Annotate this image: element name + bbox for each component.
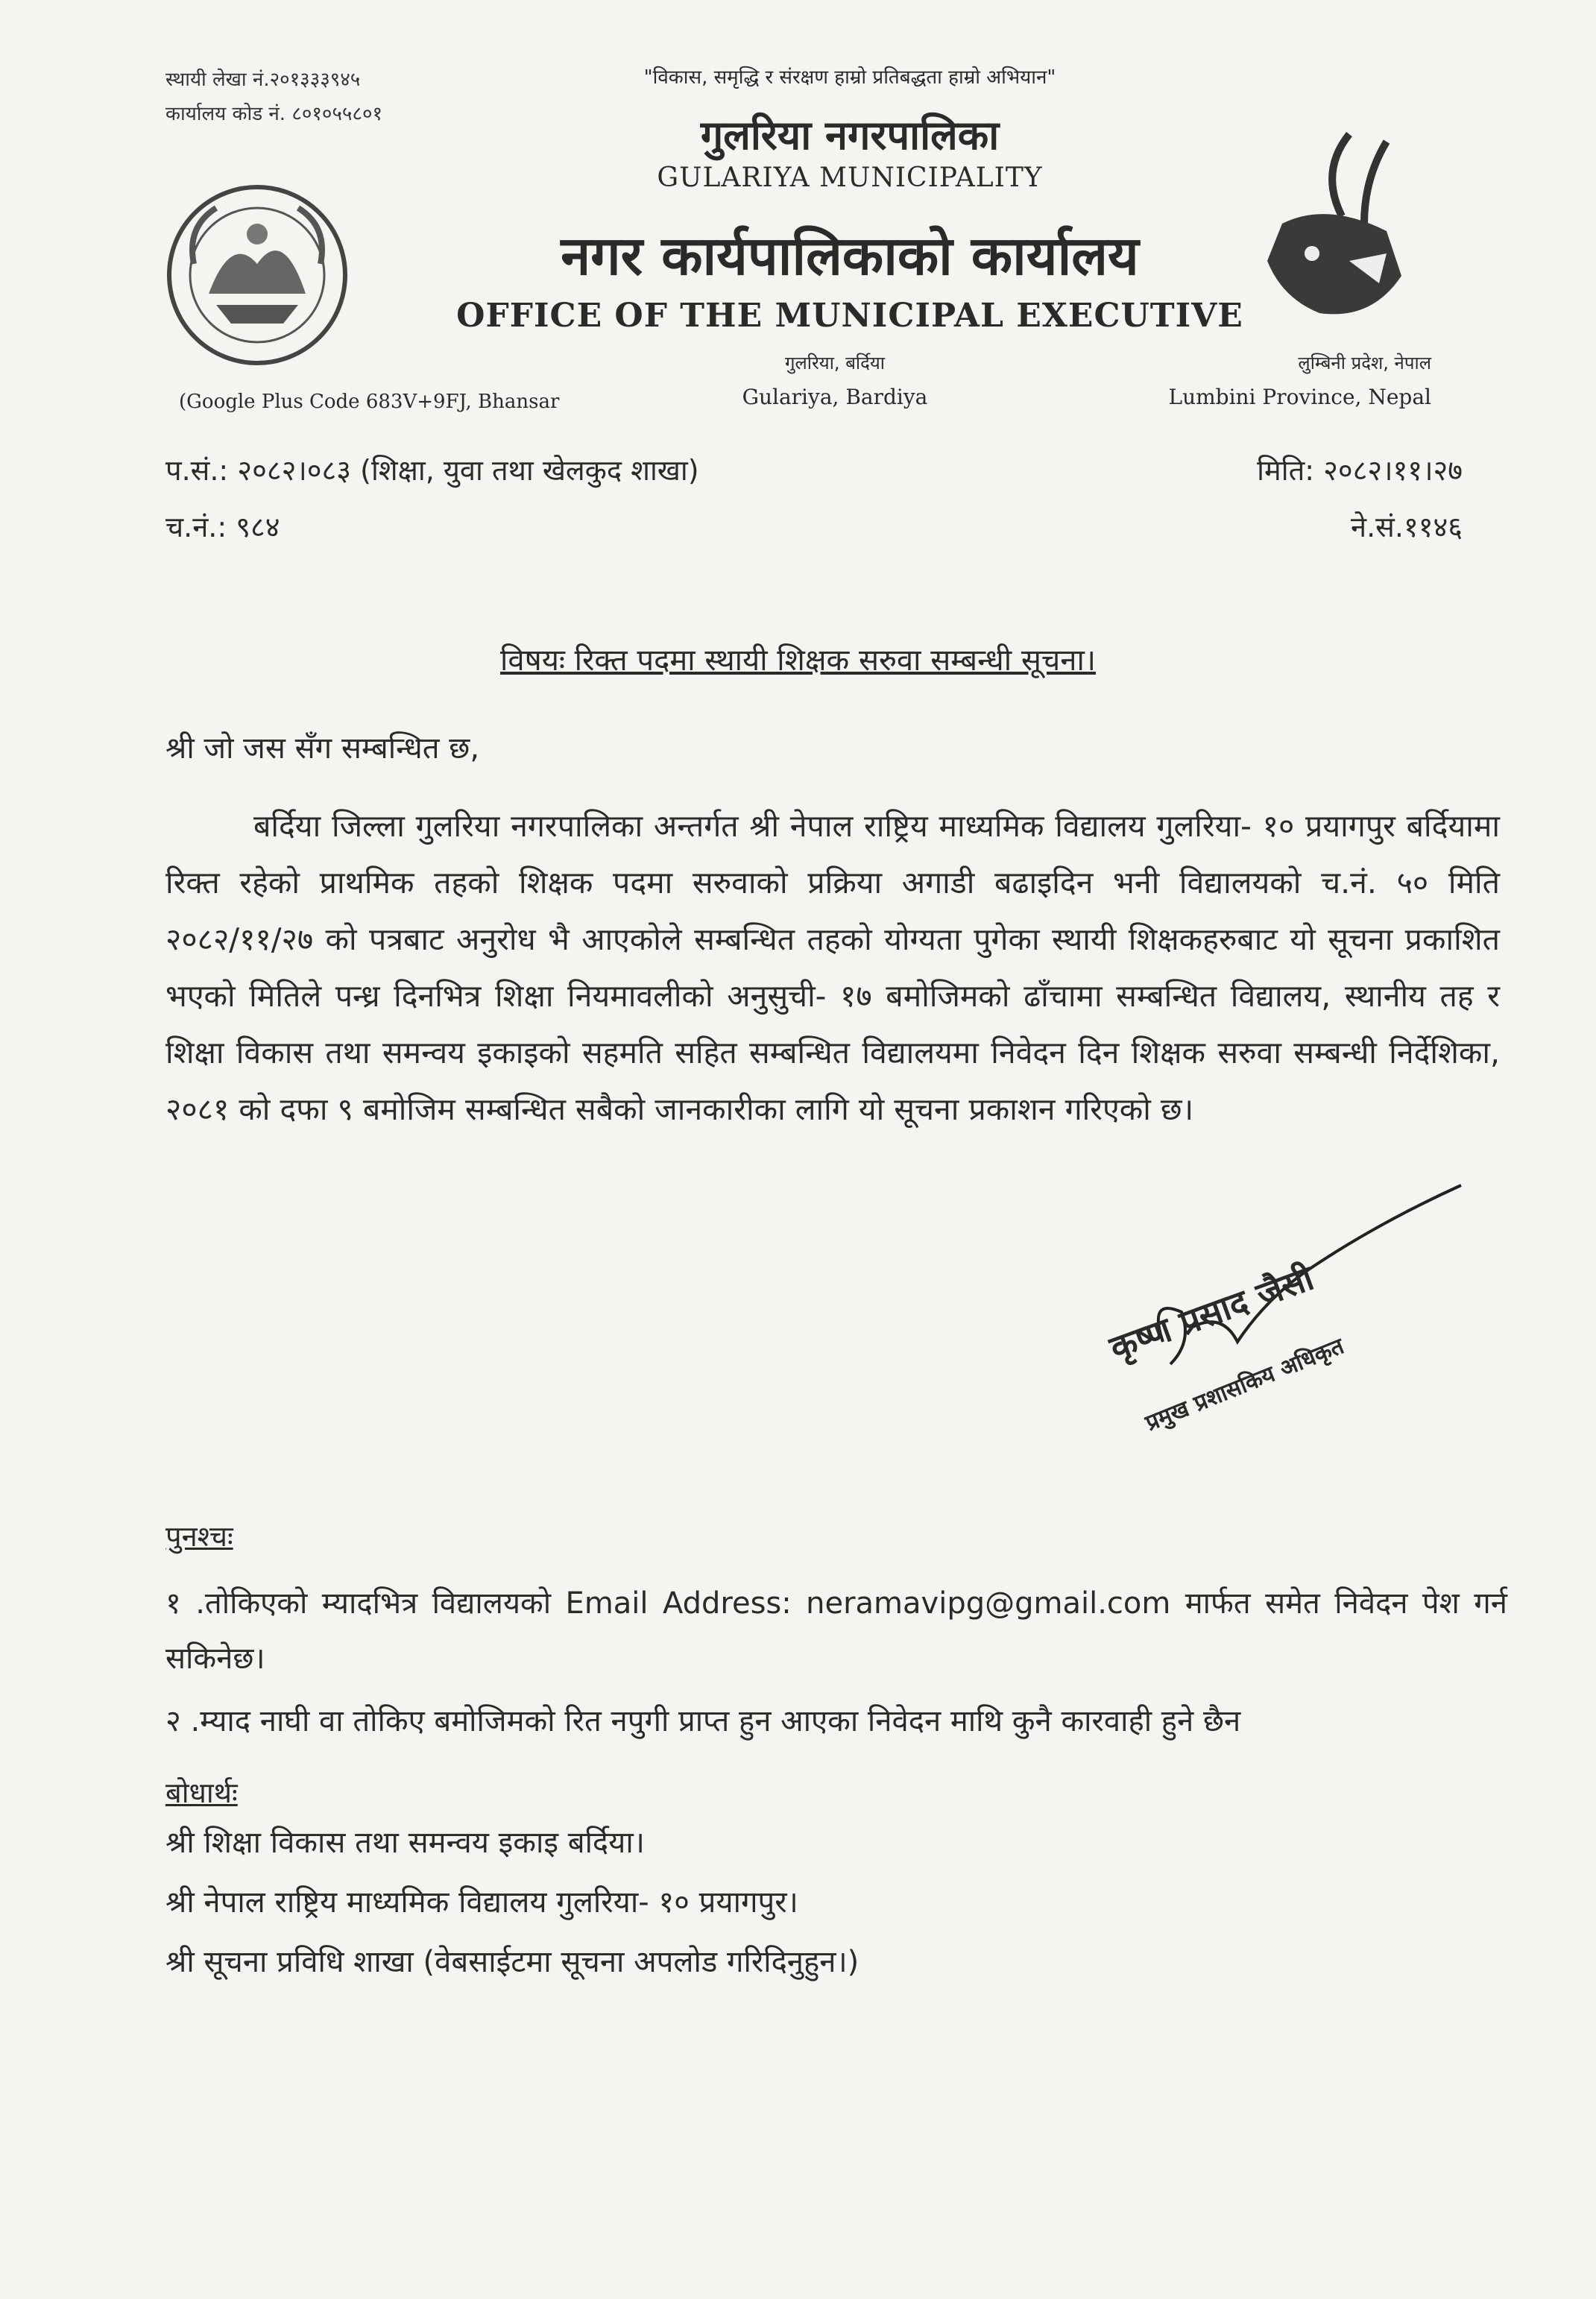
postscript-note-2: २ .म्याद नाघी वा तोकिए बमोजिमको रित नपुगी प्राप्त हुन आएका निवेदन माथि कुनै कारवाही हुने छैन [165, 1704, 1241, 1738]
header-codes [165, 63, 382, 131]
postscript-note-1: १ .तोकिएको म्यादभित्र विद्यालयको Email Address: neramavipg@gmail.com मार्फत समेत निवेदन पेश गर्न सकिनेछ। [165, 1586, 1507, 1676]
signatory-name: कृष्ण प्रसाद जैसी [1104, 1257, 1319, 1369]
cc-recipient: श्री नेपाल राष्ट्रिय माध्यमिक विद्यालय गुलरिया- १० प्रयागपुर। [165, 1885, 798, 1920]
province-en: Lumbini Province, Nepal [1168, 385, 1431, 409]
permanent-account-no: स्थायी लेखा नं.२०१३३३९४५ [165, 69, 361, 91]
province-np: लुम्बिनी प्रदेश, नेपाल [1298, 353, 1431, 373]
notice-body: बर्दिया जिल्ला गुलरिया नगरपालिका अन्तर्गत श्री नेपाल राष्ट्रिय माध्यमिक विद्यालय गुलरिया- १० प्रयागपुर बर्दियामा रिक्त रहेको प्राथमिक तहको शिक्षक पदमा सरुवाको प्रक्रिया अगाडी बढाइदिन भनी विद्यालयको च.नं. ५० मिति २०८२/११/२७ को पत्रबाट अनुरोध भै आएकोले सम्बन्धित तहको योग्यता पुगेका स्थायी शिक्षकहरुबाट यो सूचना प्रकाशित भएको मितिले पन्ध्र दिनभित्र शिक्षा नियमावलीको अनुसुची- १७ बमोजिमको ढाँचामा सम्बन्धित विद्यालय, स्थानीय तह र शिक्षा विकास तथा समन्वय इकाइको सहमति सहित सम्बन्धित विद्यालयमा निवेदन दिन शिक्षक सरुवा सम्बन्धी निर्देशिका, २०८१ को दफा ९ बमोजिम सम्बन्धित सबैको जानकारीका लागि यो सूचना प्रकाशन गरिएको छ। [165, 808, 1500, 1127]
cc-recipient: श्री सूचना प्रविधि शाखा (वेबसाईटमा सूचना अपलोड गरिदिनुहुन।) [165, 1945, 859, 1979]
office-code: कार्यालय कोड नं. ८०१०५५८०१ [165, 103, 383, 125]
reference-row-2 [165, 507, 1463, 552]
office-title-en: OFFICE OF THE MUNICIPAL EXECUTIVE [456, 297, 1243, 335]
government-seal-icon [164, 182, 350, 368]
salutation: श्री जो जस सँग सम्बन्धित छ, [165, 731, 480, 766]
reference-row [165, 450, 1463, 495]
subject-line [0, 638, 1596, 679]
cc-heading: बोधार्थः [165, 1776, 238, 1809]
slogan: "विकास, समृद्धि र संरक्षण हाम्रो प्रतिबद्धता हाम्रो अभियान" [643, 66, 1056, 89]
address-np: गुलरिया, बर्दिया [784, 353, 885, 373]
municipality-name-np: गुलरिया नगरपालिका [700, 112, 1000, 159]
postscript-heading: पुनश्चः [165, 1520, 233, 1553]
plus-code: (Google Plus Code 683V+9FJ, Bhansar [179, 391, 560, 413]
cc-recipient: श्री शिक्षा विकास तथा समन्वय इकाइ बर्दिया। [165, 1826, 645, 1860]
letter-date: मिति: २०८२।११।२७ [1257, 454, 1463, 487]
subject-text: विषयः रिक्त पदमा स्थायी शिक्षक सरुवा सम्बन्धी सूचना। [499, 643, 1097, 678]
nepal-sambat-date: ने.सं.११४६ [1351, 511, 1463, 543]
municipality-name-en: GULARIYA MUNICIPALITY [657, 163, 1043, 193]
signatory-designation: प्रमुख प्रशासकिय अधिकृत [1141, 1333, 1348, 1437]
dispatch-number: च.नं.: ९८४ [165, 511, 280, 543]
letter-number: प.सं.: २०८२।०८३ (शिक्षा, युवा तथा खेलकुद शाखा) [165, 454, 699, 487]
address-en: Gulariya, Bardiya [742, 385, 928, 409]
blackbuck-logo-icon [1237, 127, 1431, 328]
office-title-np: नगर कार्यपालिकाको कार्यालय [561, 224, 1139, 287]
